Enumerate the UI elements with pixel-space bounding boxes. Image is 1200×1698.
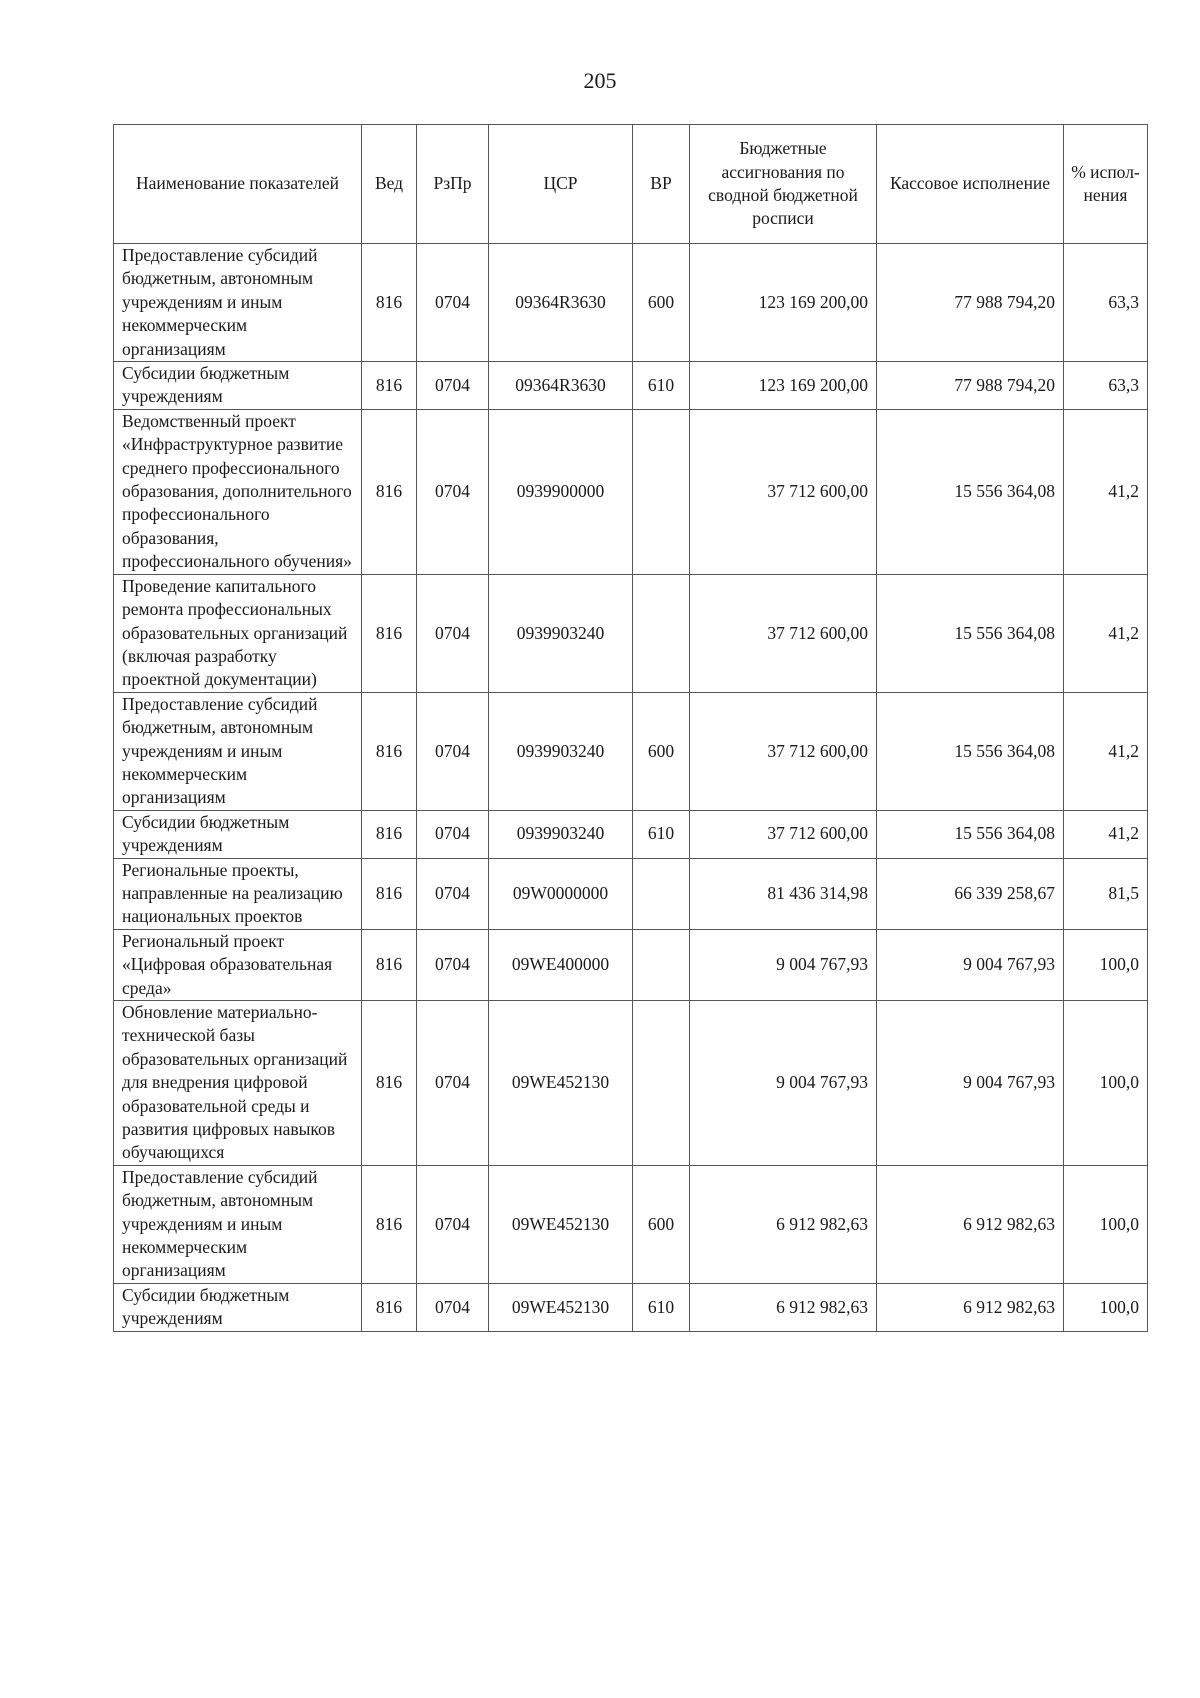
cell-cash: 15 556 364,08: [877, 574, 1064, 692]
cell-vr: 610: [633, 1283, 690, 1331]
table-row: [114, 1283, 1148, 1331]
cell-cash: 15 556 364,08: [877, 810, 1064, 858]
header-name: Наименование показателей: [114, 125, 362, 244]
table-row: [114, 1165, 1148, 1283]
cell-assignments: 123 169 200,00: [690, 244, 877, 362]
cell-csr: 0939903240: [489, 810, 633, 858]
cell-pct: 100,0: [1064, 1283, 1148, 1331]
cell-name: Предоставление субсидий бюджетным, автономным учреждениям и иным некоммерческим организациям: [114, 244, 362, 362]
cell-assignments: 81 436 314,98: [690, 858, 877, 929]
cell-vr: [633, 409, 690, 574]
cell-rzpr: 0704: [417, 362, 489, 410]
cell-rzpr: 0704: [417, 1165, 489, 1283]
cell-cash: 15 556 364,08: [877, 692, 1064, 810]
table-row: [114, 692, 1148, 810]
cell-csr: 09W0000000: [489, 858, 633, 929]
table-row: [114, 362, 1148, 410]
cell-ved: 816: [362, 810, 417, 858]
cell-pct: 41,2: [1064, 810, 1148, 858]
cell-assignments: 6 912 982,63: [690, 1165, 877, 1283]
cell-csr: 0939900000: [489, 409, 633, 574]
cell-ved: 816: [362, 1165, 417, 1283]
cell-pct: 100,0: [1064, 929, 1148, 1000]
cell-rzpr: 0704: [417, 810, 489, 858]
cell-pct: 81,5: [1064, 858, 1148, 929]
table-row: [114, 244, 1148, 362]
table-header-row: [114, 125, 1148, 244]
cell-cash: 66 339 258,67: [877, 858, 1064, 929]
cell-csr: 09364R3630: [489, 244, 633, 362]
cell-name: Проведение капитального ремонта профессиональных образовательных организаций (включая разработку проектной документации): [114, 574, 362, 692]
cell-ved: 816: [362, 929, 417, 1000]
cell-cash: 6 912 982,63: [877, 1283, 1064, 1331]
cell-name: Региональный проект «Цифровая образовательная среда»: [114, 929, 362, 1000]
cell-name: Региональные проекты, направленные на реализацию национальных проектов: [114, 858, 362, 929]
cell-assignments: 37 712 600,00: [690, 810, 877, 858]
table-row: [114, 1001, 1148, 1166]
table-row: [114, 810, 1148, 858]
cell-csr: 0939903240: [489, 574, 633, 692]
header-ved: Вед: [362, 125, 417, 244]
cell-csr: 09364R3630: [489, 362, 633, 410]
cell-vr: [633, 1001, 690, 1166]
table-row: [114, 574, 1148, 692]
cell-csr: 0939903240: [489, 692, 633, 810]
cell-csr: 09WE452130: [489, 1283, 633, 1331]
header-csr: ЦСР: [489, 125, 633, 244]
cell-name: Субсидии бюджетным учреждениям: [114, 1283, 362, 1331]
cell-rzpr: 0704: [417, 692, 489, 810]
cell-rzpr: 0704: [417, 858, 489, 929]
cell-rzpr: 0704: [417, 1001, 489, 1166]
cell-assignments: 37 712 600,00: [690, 409, 877, 574]
cell-rzpr: 0704: [417, 244, 489, 362]
cell-name: Субсидии бюджетным учреждениям: [114, 362, 362, 410]
table-row: [114, 858, 1148, 929]
cell-vr: [633, 858, 690, 929]
cell-assignments: 123 169 200,00: [690, 362, 877, 410]
cell-vr: 600: [633, 1165, 690, 1283]
cell-assignments: 37 712 600,00: [690, 692, 877, 810]
header-vr: ВР: [633, 125, 690, 244]
cell-assignments: 9 004 767,93: [690, 929, 877, 1000]
cell-vr: 610: [633, 810, 690, 858]
cell-cash: 77 988 794,20: [877, 362, 1064, 410]
cell-rzpr: 0704: [417, 409, 489, 574]
cell-ved: 816: [362, 244, 417, 362]
header-assignments: Бюджетные ассигнования по сводной бюджетной росписи: [690, 125, 877, 244]
table-row: [114, 929, 1148, 1000]
cell-ved: 816: [362, 409, 417, 574]
cell-vr: [633, 574, 690, 692]
cell-vr: 600: [633, 244, 690, 362]
cell-cash: 9 004 767,93: [877, 1001, 1064, 1166]
header-rzpr: РзПр: [417, 125, 489, 244]
cell-ved: 816: [362, 1283, 417, 1331]
cell-pct: 100,0: [1064, 1001, 1148, 1166]
cell-name: Обновление материально-технической базы образовательных организаций для внедрения цифровой образовательной среды и развития цифровых навыков обучающихся: [114, 1001, 362, 1166]
cell-name: Ведомственный проект «Инфраструктурное развитие среднего профессионального образования, дополнительного профессионального образования, профессионального обучения»: [114, 409, 362, 574]
cell-pct: 41,2: [1064, 409, 1148, 574]
cell-vr: [633, 929, 690, 1000]
cell-cash: 77 988 794,20: [877, 244, 1064, 362]
cell-rzpr: 0704: [417, 574, 489, 692]
cell-assignments: 6 912 982,63: [690, 1283, 877, 1331]
cell-name: Предоставление субсидий бюджетным, автономным учреждениям и иным некоммерческим организациям: [114, 692, 362, 810]
cell-csr: 09WE452130: [489, 1001, 633, 1166]
cell-ved: 816: [362, 1001, 417, 1166]
cell-ved: 816: [362, 574, 417, 692]
budget-table: [113, 124, 1148, 1332]
page-number: 205: [583, 68, 617, 93]
cell-pct: 41,2: [1064, 574, 1148, 692]
cell-pct: 41,2: [1064, 692, 1148, 810]
cell-cash: 15 556 364,08: [877, 409, 1064, 574]
cell-assignments: 37 712 600,00: [690, 574, 877, 692]
cell-name: Субсидии бюджетным учреждениям: [114, 810, 362, 858]
cell-csr: 09WE452130: [489, 1165, 633, 1283]
cell-rzpr: 0704: [417, 929, 489, 1000]
table-body: [114, 244, 1148, 1332]
cell-pct: 63,3: [1064, 244, 1148, 362]
cell-name: Предоставление субсидий бюджетным, автономным учреждениям и иным некоммерческим организациям: [114, 1165, 362, 1283]
cell-rzpr: 0704: [417, 1283, 489, 1331]
cell-vr: 610: [633, 362, 690, 410]
cell-ved: 816: [362, 362, 417, 410]
header-pct: % испол-нения: [1064, 125, 1148, 244]
cell-pct: 100,0: [1064, 1165, 1148, 1283]
header-cash: Кассовое исполнение: [877, 125, 1064, 244]
cell-cash: 6 912 982,63: [877, 1165, 1064, 1283]
cell-ved: 816: [362, 858, 417, 929]
cell-ved: 816: [362, 692, 417, 810]
table-row: [114, 409, 1148, 574]
cell-csr: 09WE400000: [489, 929, 633, 1000]
cell-pct: 63,3: [1064, 362, 1148, 410]
cell-assignments: 9 004 767,93: [690, 1001, 877, 1166]
cell-vr: 600: [633, 692, 690, 810]
cell-cash: 9 004 767,93: [877, 929, 1064, 1000]
